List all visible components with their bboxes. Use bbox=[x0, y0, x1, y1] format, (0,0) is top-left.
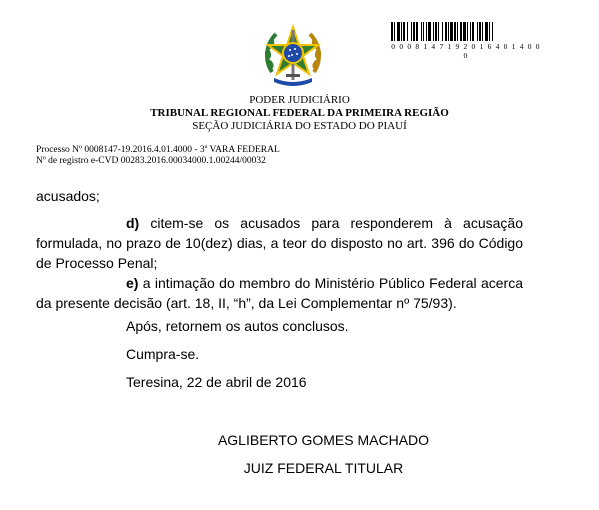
barcode-bar bbox=[489, 22, 490, 41]
header-secao: SEÇÃO JUDICIÁRIA DO ESTADO DO PIAUÍ bbox=[192, 120, 407, 132]
signature-name: AGLIBERTO GOMES MACHADO bbox=[217, 432, 430, 448]
barcode-bar bbox=[472, 22, 474, 41]
barcode-bar bbox=[435, 22, 437, 41]
barcode-bar bbox=[421, 22, 422, 41]
barcode-bar bbox=[445, 22, 447, 41]
barcode-bar bbox=[401, 22, 402, 41]
paragraph-item-e bbox=[36, 273, 523, 313]
barcode-bar bbox=[416, 22, 418, 41]
barcode-bar bbox=[450, 22, 453, 41]
barcode-bar bbox=[411, 22, 412, 41]
coat-of-arms-emblem-icon bbox=[262, 24, 324, 86]
barcode-bar bbox=[397, 22, 400, 41]
text-date: Teresina, 22 de abril de 2016 bbox=[126, 374, 307, 390]
barcode-bar bbox=[482, 22, 483, 41]
barcode-bar bbox=[403, 22, 405, 41]
text-apos: Após, retornem os autos conclusos. bbox=[126, 318, 349, 334]
barcode-bar bbox=[442, 22, 443, 41]
item-e-letter: e) bbox=[126, 275, 139, 291]
barcode-icon bbox=[391, 22, 541, 41]
barcode-bar bbox=[460, 22, 462, 41]
item-d-line-1: d) citem-se os acusados para responderem à acusação bbox=[126, 215, 523, 231]
barcode-bar bbox=[492, 22, 493, 41]
barcode-bar bbox=[428, 22, 431, 41]
item-d-line-2: formulada, no prazo de 10(dez) dias, a teor do disposto no art. 396 do Código bbox=[36, 235, 523, 251]
barcode-bar bbox=[479, 22, 481, 41]
barcode-bar bbox=[423, 22, 424, 41]
item-d-line-3: de Processo Penal; bbox=[36, 255, 158, 271]
barcode-bar bbox=[407, 22, 408, 41]
text-acusados: acusados; bbox=[36, 188, 100, 204]
header-tribunal: TRIBUNAL REGIONAL FEDERAL DA PRIMEIRA REGIÃO bbox=[150, 107, 449, 119]
barcode-bar bbox=[470, 22, 471, 41]
barcode-bar bbox=[477, 22, 478, 41]
barcode-bar bbox=[448, 22, 449, 41]
barcode-bar bbox=[467, 22, 468, 41]
barcode-number: 0 0 0 8 1 4 7 1 9 2 0 1 6 4 0 1 4 0 0 0 bbox=[391, 42, 541, 60]
barcode-bar bbox=[433, 22, 434, 41]
registration-number: Nº de registro e-CVD 00283.2016.00034000.1.00244/00032 bbox=[36, 156, 266, 166]
barcode-bar bbox=[438, 22, 439, 41]
barcode-bar bbox=[454, 22, 456, 41]
barcode-bar bbox=[394, 22, 395, 41]
signature-title: JUIZ FEDERAL TITULAR bbox=[243, 460, 404, 476]
header-poder-judiciario: PODER JUDICIÁRIO bbox=[249, 94, 350, 106]
process-number: Processo Nº 0008147-19.2016.4.01.4000 - 3ª VARA FEDERAL bbox=[36, 145, 280, 155]
item-e-line-1: e) a intimação do membro do Ministério Público Federal acerca bbox=[126, 275, 523, 291]
barcode-bar bbox=[463, 22, 466, 41]
item-e-line-2: da presente decisão (art. 18, II, “h”, da Lei Complementar nº 75/93). bbox=[36, 295, 457, 311]
barcode-bar bbox=[391, 22, 393, 41]
text-cumpra-se: Cumpra-se. bbox=[126, 346, 200, 362]
paragraph-item-d bbox=[36, 213, 523, 273]
barcode-bar bbox=[457, 22, 458, 41]
barcode-bar bbox=[485, 22, 488, 41]
barcode-bar bbox=[413, 22, 415, 41]
item-d-letter: d) bbox=[126, 215, 140, 231]
barcode-bar bbox=[426, 22, 427, 41]
